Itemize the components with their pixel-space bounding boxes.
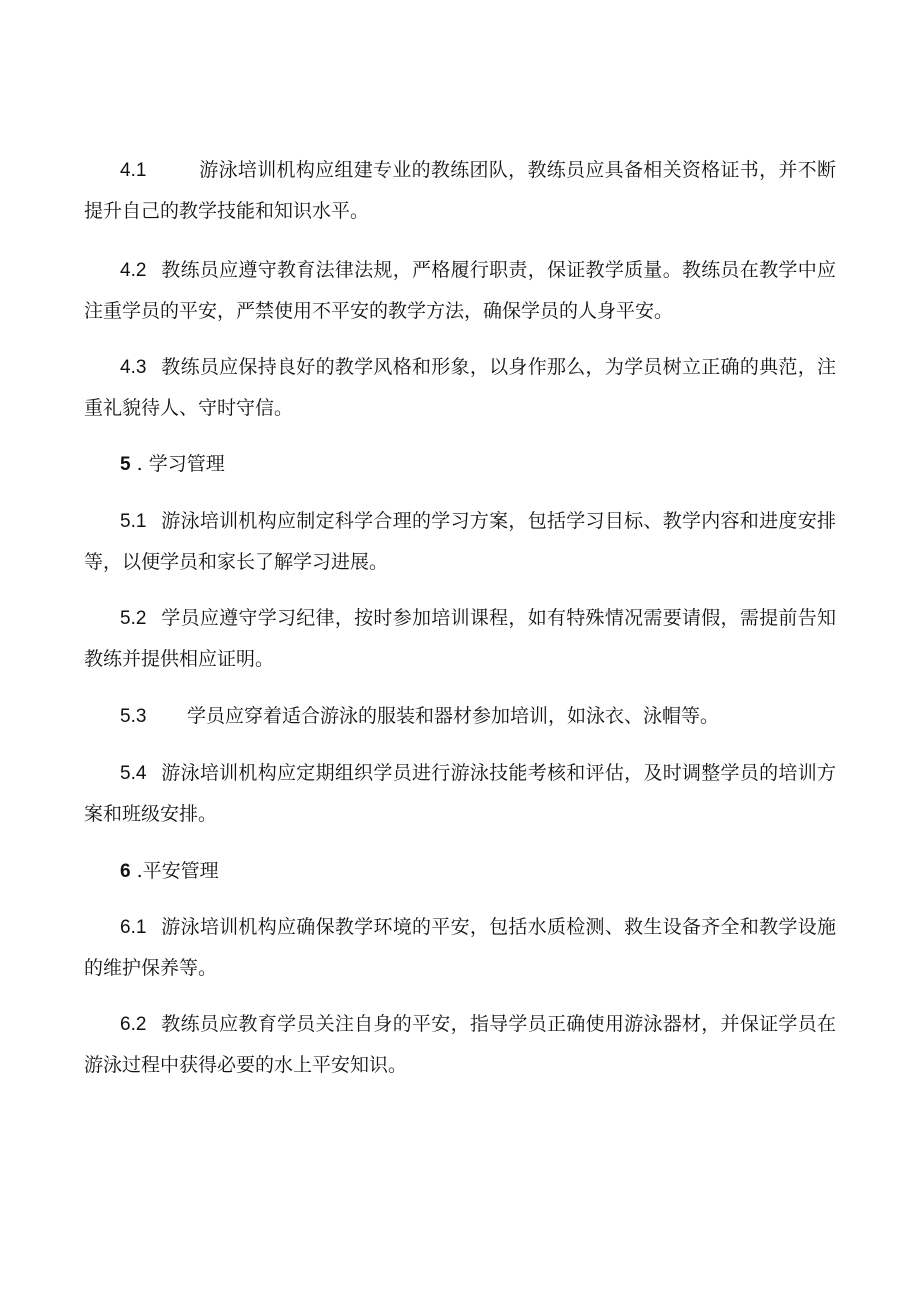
clause-text: 教练员应遵守教育法律法规，严格履行职责，保证教学质量。教练员在教学中应注重学员的平安，严禁使用不平安的教学方法，确保学员的人身平安。 — [84, 259, 836, 322]
paragraph-4-2 — [84, 250, 836, 332]
clause-number: 4.1 — [120, 160, 147, 181]
paragraph-5-4 — [84, 753, 836, 835]
clause-number: 5.1 — [120, 511, 147, 532]
section-heading-5 — [84, 444, 836, 485]
clause-number: 5.3 — [120, 706, 147, 727]
clause-text: 游泳培训机构应制定科学合理的学习方案，包括学习目标、教学内容和进度安排等，以便学员和家长了解学习进展。 — [84, 510, 836, 573]
clause-number: 4.2 — [120, 260, 147, 281]
clause-text: 游泳培训机构应定期组织学员进行游泳技能考核和评估，及时调整学员的培训方案和班级安排。 — [84, 762, 836, 825]
section-number: 5 — [120, 454, 131, 475]
clause-number: 5.2 — [120, 608, 147, 629]
clause-number: 5.4 — [120, 763, 147, 784]
clause-number: 6.2 — [120, 1014, 147, 1035]
clause-text: 教练员应保持良好的教学风格和形象，以身作那么，为学员树立正确的典范，注重礼貌待人、守时守信。 — [84, 356, 836, 419]
paragraph-6-2 — [84, 1004, 836, 1086]
section-title: . 学习管理 — [130, 453, 225, 475]
paragraph-5-2 — [84, 598, 836, 680]
paragraph-5-3 — [84, 696, 836, 737]
clause-text: 游泳培训机构应组建专业的教练团队，教练员应具备相关资格证书，并不断提升自己的教学技能和知识水平。 — [84, 159, 836, 222]
section-heading-6 — [84, 851, 836, 892]
paragraph-6-1 — [84, 907, 836, 989]
clause-text: 游泳培训机构应确保教学环境的平安，包括水质检测、救生设备齐全和教学设施的维护保养等。 — [84, 916, 836, 979]
clause-text: 学员应遵守学习纪律，按时参加培训课程，如有特殊情况需要请假，需提前告知教练并提供相应证明。 — [84, 607, 836, 670]
clause-text: 教练员应教育学员关注自身的平安，指导学员正确使用游泳器材，并保证学员在游泳过程中获得必要的水上平安知识。 — [84, 1013, 836, 1076]
section-number: 6 — [120, 861, 131, 882]
clause-text: 学员应穿着适合游泳的服装和器材参加培训，如泳衣、泳帽等。 — [187, 705, 720, 727]
paragraph-4-3 — [84, 347, 836, 429]
section-title: .平安管理 — [130, 860, 219, 882]
clause-number: 6.1 — [120, 917, 147, 938]
clause-number: 4.3 — [120, 357, 147, 378]
paragraph-4-1 — [84, 150, 836, 232]
paragraph-5-1 — [84, 501, 836, 583]
